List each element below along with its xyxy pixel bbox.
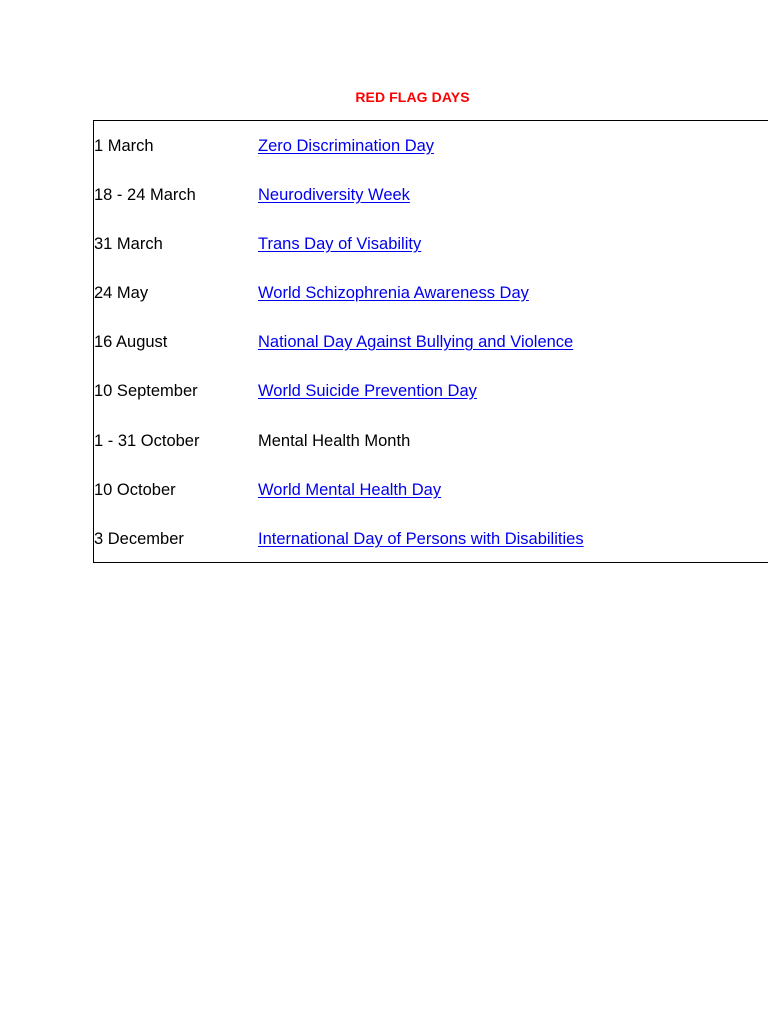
event-link[interactable]: National Day Against Bullying and Violence bbox=[258, 333, 574, 351]
table-row bbox=[94, 378, 768, 404]
row-date: 3 December bbox=[94, 530, 184, 548]
row-date: 18 - 24 March bbox=[94, 186, 196, 204]
row-date: 31 March bbox=[94, 235, 163, 253]
table-row bbox=[94, 231, 768, 257]
row-date: 24 May bbox=[94, 284, 149, 302]
table-row bbox=[94, 477, 768, 503]
event-link[interactable]: World Mental Health Day bbox=[258, 481, 442, 499]
table-row bbox=[94, 133, 768, 159]
event-link[interactable]: World Suicide Prevention Day bbox=[258, 382, 477, 400]
event-link[interactable]: World Schizophrenia Awareness Day bbox=[258, 284, 529, 302]
event-link[interactable]: Zero Discrimination Day bbox=[258, 137, 435, 155]
table-row bbox=[94, 182, 768, 208]
table-row bbox=[94, 526, 768, 552]
table-row bbox=[94, 329, 768, 355]
table-row bbox=[94, 428, 768, 454]
event-link[interactable]: Trans Day of Visability bbox=[258, 235, 422, 253]
row-date: 1 - 31 October bbox=[94, 432, 200, 450]
row-date: 10 September bbox=[94, 382, 198, 400]
event-link[interactable]: Neurodiversity Week bbox=[258, 186, 410, 204]
event-link[interactable]: International Day of Persons with Disabilities bbox=[258, 530, 584, 548]
event-text: Mental Health Month bbox=[258, 432, 411, 450]
table-row bbox=[94, 280, 768, 306]
document-title: RED FLAG DAYS bbox=[355, 89, 470, 105]
row-date: 10 October bbox=[94, 481, 176, 499]
red-flag-days-table bbox=[93, 120, 768, 563]
row-date: 1 March bbox=[94, 137, 154, 155]
row-date: 16 August bbox=[94, 333, 168, 351]
